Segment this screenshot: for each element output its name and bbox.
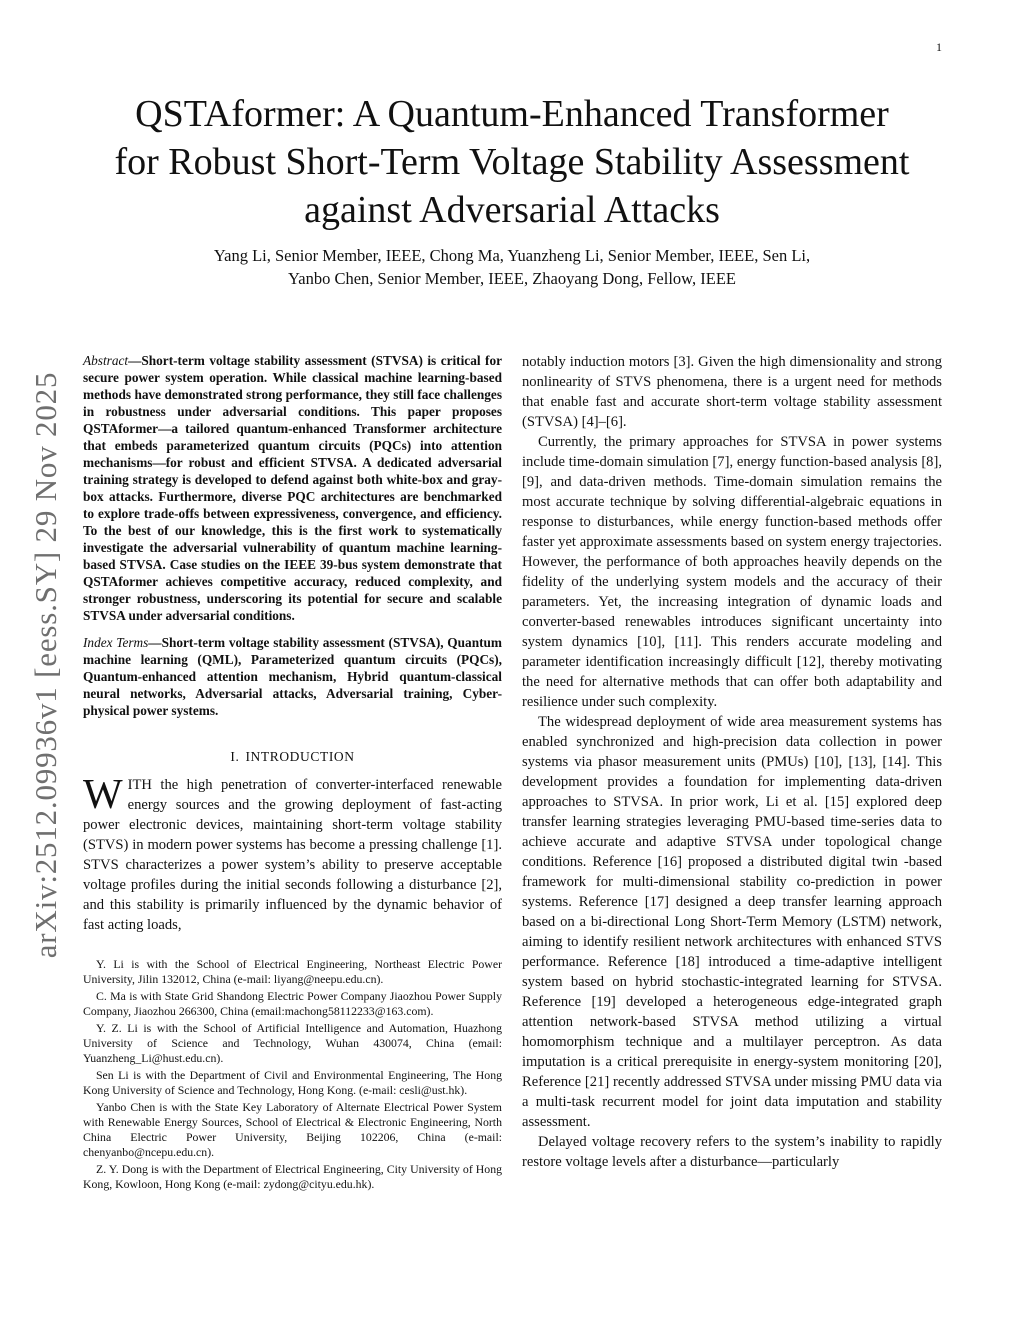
footnote: Yanbo Chen is with the State Key Laboratory of Alternate Electrical Power System with Renewable Energy Sources, School of Electrical & Electronic Engineering, North China Electric Power University, Beijing 102206, China (e-mail: chenyanbo@ncepu.edu.cn). bbox=[83, 1100, 502, 1159]
section-number: I. bbox=[230, 749, 240, 764]
index-terms-text: —Short-term voltage stability assessment (STVSA), Quantum machine learning (QML), Parameterized quantum circuits (PQCs), Quantum-enhanced attention mechanism, Hybrid quantum-classical neural networks, Adversarial attacks, Adversarial training, Cyber-physical power systems. bbox=[83, 635, 502, 718]
title-line: for Robust Short-Term Voltage Stability Assessment bbox=[114, 141, 910, 183]
arxiv-stamp bbox=[16, 355, 76, 975]
intro-paragraph bbox=[83, 772, 502, 935]
author-line: Yang Li, Senior Member, IEEE, Chong Ma, Yuanzheng Li, Senior Member, IEEE, Sen Li, bbox=[213, 246, 811, 265]
footnote: Y. Li is with the School of Electrical Engineering, Northeast Electric Power University, Jilin 132012, China (e-mail: liyang@neepu.edu.cn). bbox=[83, 957, 502, 986]
affiliation-footnotes bbox=[83, 957, 502, 1192]
footnote: Y. Z. Li is with the School of Artificial Intelligence and Automation, Huazhong University of Science and Technology, Wuhan 430074, China (email: Yuanzheng_Li@hust.edu.cn). bbox=[83, 1021, 502, 1065]
index-terms-label: Index Terms bbox=[83, 635, 149, 650]
footnote: C. Ma is with State Grid Shandong Electric Power Company Jiaozhou Power Supply Company, Jiaozhou 266300, China (email:machong58112233@163.com). bbox=[83, 989, 502, 1018]
title-line: QSTAformer: A Quantum-Enhanced Transformer bbox=[135, 93, 889, 135]
footnote: Sen Li is with the Department of Civil and Environmental Engineering, The Hong Kong University of Science and Technology, Hong Kong. (e-mail: cesli@ust.hk). bbox=[83, 1068, 502, 1097]
intro-text: ITH the high penetration of converter-interfaced renewable energy sources and the growing deployment of fast-acting power electronic devices, maintaining short-term voltage stability (STVS) in modern power systems has become a pressing challenge [1]. STVS characterizes a power system’s ability to preserve acceptable voltage profiles during the initial seconds following a disturbance [2], and this stability is primarily influenced by the dynamic behavior of fast acting loads, bbox=[83, 777, 502, 933]
body-paragraph: Currently, the primary approaches for STVSA in power systems include time-domain simulation [7], energy function-based analysis [8], [9], and data-driven methods. Time-domain simulation remains the most accurate technique by solving differential-algebraic equations in response to disturbances, while energy function-based methods offer faster yet approximate assessments based on system energy trajectories. However, the performance of both approaches heavily depends on the fidelity of the underlying system models and the accuracy of their parameters. Yet, the increasing integration of dynamic loads and converter-based renewables introduces significant uncertainty into system dynamics [10], [11]. This renders accurate modeling and parameter identification increasingly difficult [12], thereby motivating the need for alternative methods that can offer both adaptability and resilience under such complexity. bbox=[522, 434, 942, 710]
section-title: INTRODUCTION bbox=[245, 749, 355, 764]
title-line: against Adversarial Attacks bbox=[304, 189, 720, 231]
index-terms bbox=[83, 634, 502, 719]
arxiv-identifier: arXiv:2512.09936v1 [eess.SY] 29 Nov 2025 bbox=[28, 371, 63, 959]
body-paragraph: The widespread deployment of wide area measurement systems has enabled synchronized and high-precision data collection in power systems via phasor measurement units (PMUs) [10], [13], [14]. This development provides a foundation for implementing data-driven approaches to STVSA. In prior work, Li et al. [15] explored deep transfer learning strategies leveraging PMU-based time-series data to achieve accurate and adaptive STVSA under topological change conditions. Reference [16] proposed a distributed digital twin -based framework for multi-dimensional stability co-prediction in power systems. Reference [17] designed a deep transfer learning approach based on a bi-directional Long Short-Term Memory (LSTM) network, aiming to identify resilient network architectures with enhanced STVS performance. Reference [18] introduced a time-adaptive intelligent system based on hybrid stochastic-integrated learning for STVSA. Reference [19] developed a heterogeneous edge-integrated graph attention network-based STVSA method utilizing a virtual homomorphism technique and a multilayer perceptron. As data imputation is a critical prerequisite in energy-system monitoring [20], Reference [21] recently addressed STVSA under missing PMU data via a multi-task recurrent model for joint data imputation and stability assessment. bbox=[522, 714, 942, 1130]
abstract-label: Abstract bbox=[83, 353, 129, 368]
right-column bbox=[522, 352, 942, 1172]
abstract-text: —Short-term voltage stability assessment (STVSA) is critical for secure power system operation. While classical machine learning-based methods have demonstrated strong performance, they still face challenges in robustness under adversarial conditions. This paper proposes QSTAformer—a tailored quantum-enhanced Transformer architecture that embeds parameterized quantum circuits (PQCs) into attention mechanisms—for robust and efficient STVSA. A dedicated adversarial training strategy is developed to defend against both white-box and gray-box attacks. Furthermore, diverse PQC architectures are benchmarked to explore trade-offs between expressiveness, convergence, and efficiency. To the best of our knowledge, this is the first work to systematically investigate the adversarial vulnerability of quantum machine learning-based STVSA. Case studies on the IEEE 39-bus system demonstrate that QSTAformer achieves competitive accuracy, reduced complexity, and stronger robustness, underscoring its potential for secure and scalable STVSA under adversarial conditions. bbox=[83, 353, 502, 623]
drop-cap: W bbox=[83, 772, 123, 818]
section-heading bbox=[83, 749, 502, 765]
author-line: Yanbo Chen, Senior Member, IEEE, Zhaoyang Dong, Fellow, IEEE bbox=[288, 269, 736, 288]
paper-title bbox=[60, 90, 964, 234]
author-list bbox=[80, 244, 944, 290]
page-number: 1 bbox=[936, 40, 942, 54]
body-paragraph: Delayed voltage recovery refers to the system’s inability to rapidly restore voltage levels after a disturbance—particularly bbox=[522, 1134, 942, 1170]
body-paragraph: notably induction motors [3]. Given the high dimensionality and strong nonlinearity of STVS phenomena, there is a urgent need for methods that enable fast and accurate short-term voltage stability assessment (STVSA) [4]–[6]. bbox=[522, 354, 942, 430]
abstract bbox=[83, 352, 502, 624]
left-column bbox=[83, 352, 502, 1194]
footnote: Z. Y. Dong is with the Department of Electrical Engineering, City University of Hong Kong, Kowloon, Hong Kong (e-mail: zydong@cityu.edu.hk). bbox=[83, 1162, 502, 1191]
